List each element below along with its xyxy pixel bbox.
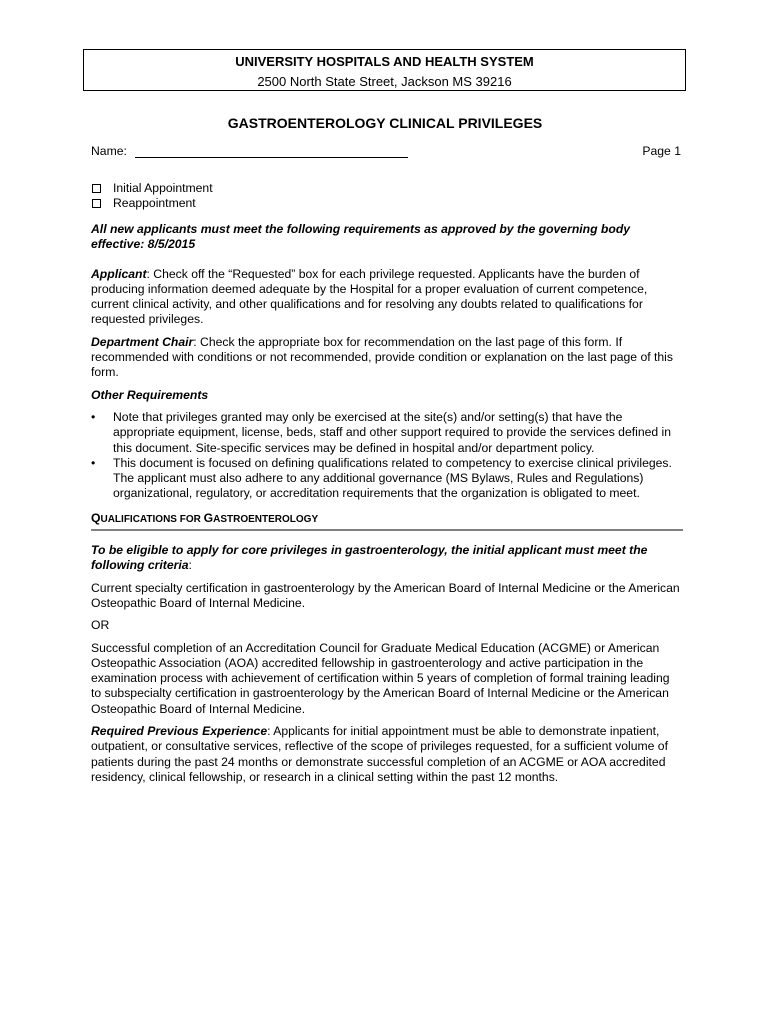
or-separator: OR xyxy=(91,618,110,633)
checkbox-reappointment[interactable] xyxy=(92,199,101,208)
applicant-label: Applicant xyxy=(91,266,147,281)
checkbox-initial-appointment[interactable] xyxy=(92,184,101,193)
department-chair-paragraph xyxy=(91,335,683,381)
list-item-text: This document is focused on defining qualifications related to competency to exercise clinical privileges. The applicant must also adhere to any additional governance (MS Bylaws, Rules and Regulations) organizational, regulatory, or accreditation requirements that the organization is obligated to meet. xyxy=(113,455,672,501)
list-item xyxy=(91,456,683,502)
experience-label: Required Previous Experience xyxy=(91,724,268,739)
document-body xyxy=(91,222,683,792)
header-box xyxy=(83,49,686,91)
experience-paragraph xyxy=(91,724,683,785)
bullet-icon: • xyxy=(91,455,96,470)
requirements-intro: All new applicants must meet the following requirements as approved by the governing body effective: 8/5/2015 xyxy=(91,222,631,252)
applicant-paragraph xyxy=(91,267,683,328)
experience-text: : Applicants for initial appointment must be able to demonstrate inpatient, outpatient, or consultative services, reflective of the scope of privileges requested, for a sufficient volume of patients during the past 24 months or demonstrate successful completion of an ACGME or AOA accredited residency, clinical fellowship, or research in a clinical setting within the past 12 months. xyxy=(91,724,668,784)
name-row xyxy=(91,144,681,162)
department-chair-label: Department Chair xyxy=(91,334,194,349)
list-item xyxy=(91,410,683,456)
document-title: GASTROENTEROLOGY CLINICAL PRIVILEGES xyxy=(227,115,543,131)
eligibility-paragraph xyxy=(91,543,683,574)
page-number: Page 1 xyxy=(642,144,681,158)
fellowship-paragraph: Successful completion of an Accreditation Council for Graduate Medical Education (ACGME) or American Osteopathic Association (AOA) accredited fellowship in gastroenterology and active participation in the examination process with achievement of certification within 5 years of completion of formal training leading to subspecialty certification in gastroenterology by the American Board of Internal Medicine or the American Osteopathic Board of Internal Medicine. xyxy=(91,640,670,716)
bullet-icon: • xyxy=(91,409,96,424)
name-label: Name: xyxy=(91,144,127,158)
appointment-type-options xyxy=(91,181,213,211)
heading-part-2: ASTROENTEROLOGY xyxy=(213,513,319,525)
heading-initial-q: Q xyxy=(91,510,101,525)
other-requirements-heading: Other Requirements xyxy=(91,387,209,402)
heading-initial-g: G xyxy=(203,510,214,525)
eligibility-text: To be eligible to apply for core privileges in gastroenterology, the initial applicant must meet the following criteria xyxy=(91,543,648,573)
option-label: Initial Appointment xyxy=(113,181,213,195)
organization-address: 2500 North State Street, Jackson MS 39216 xyxy=(257,74,512,89)
option-label: Reappointment xyxy=(113,196,196,210)
name-field-line[interactable] xyxy=(135,157,408,158)
organization-name: UNIVERSITY HOSPITALS AND HEALTH SYSTEM xyxy=(235,54,534,69)
list-item-text: Note that privileges granted may only be exercised at the site(s) and/or setting(s) that have the appropriate equipment, license, beds, staff and other support required to provide the services defined in this document. Site-specific services may be defined in hospital and/or department policy. xyxy=(113,409,672,455)
option-reappointment[interactable] xyxy=(91,196,213,211)
department-chair-text: : Check the appropriate box for recommendation on the last page of this form. If recommended with conditions or not recommended, provide condition or explanation on the last page of this form. xyxy=(91,334,673,380)
certification-paragraph: Current specialty certification in gastroenterology by the American Board of Internal Medicine or the American Osteopathic Board of Internal Medicine. xyxy=(91,580,680,610)
option-initial-appointment[interactable] xyxy=(91,181,213,196)
eligibility-colon: : xyxy=(188,558,192,573)
applicant-text: : Check off the “Requested” box for each privilege requested. Applicants have the burden of producing information deemed adequate by the Hospital for a proper evaluation of current competence, current clinical activity, and other qualifications and for resolving any doubts related to qualifications for requested privileges. xyxy=(91,266,648,327)
heading-part-1: UALIFICATIONS FOR xyxy=(100,513,204,525)
qualifications-heading xyxy=(91,511,683,531)
other-requirements-list xyxy=(91,410,683,502)
